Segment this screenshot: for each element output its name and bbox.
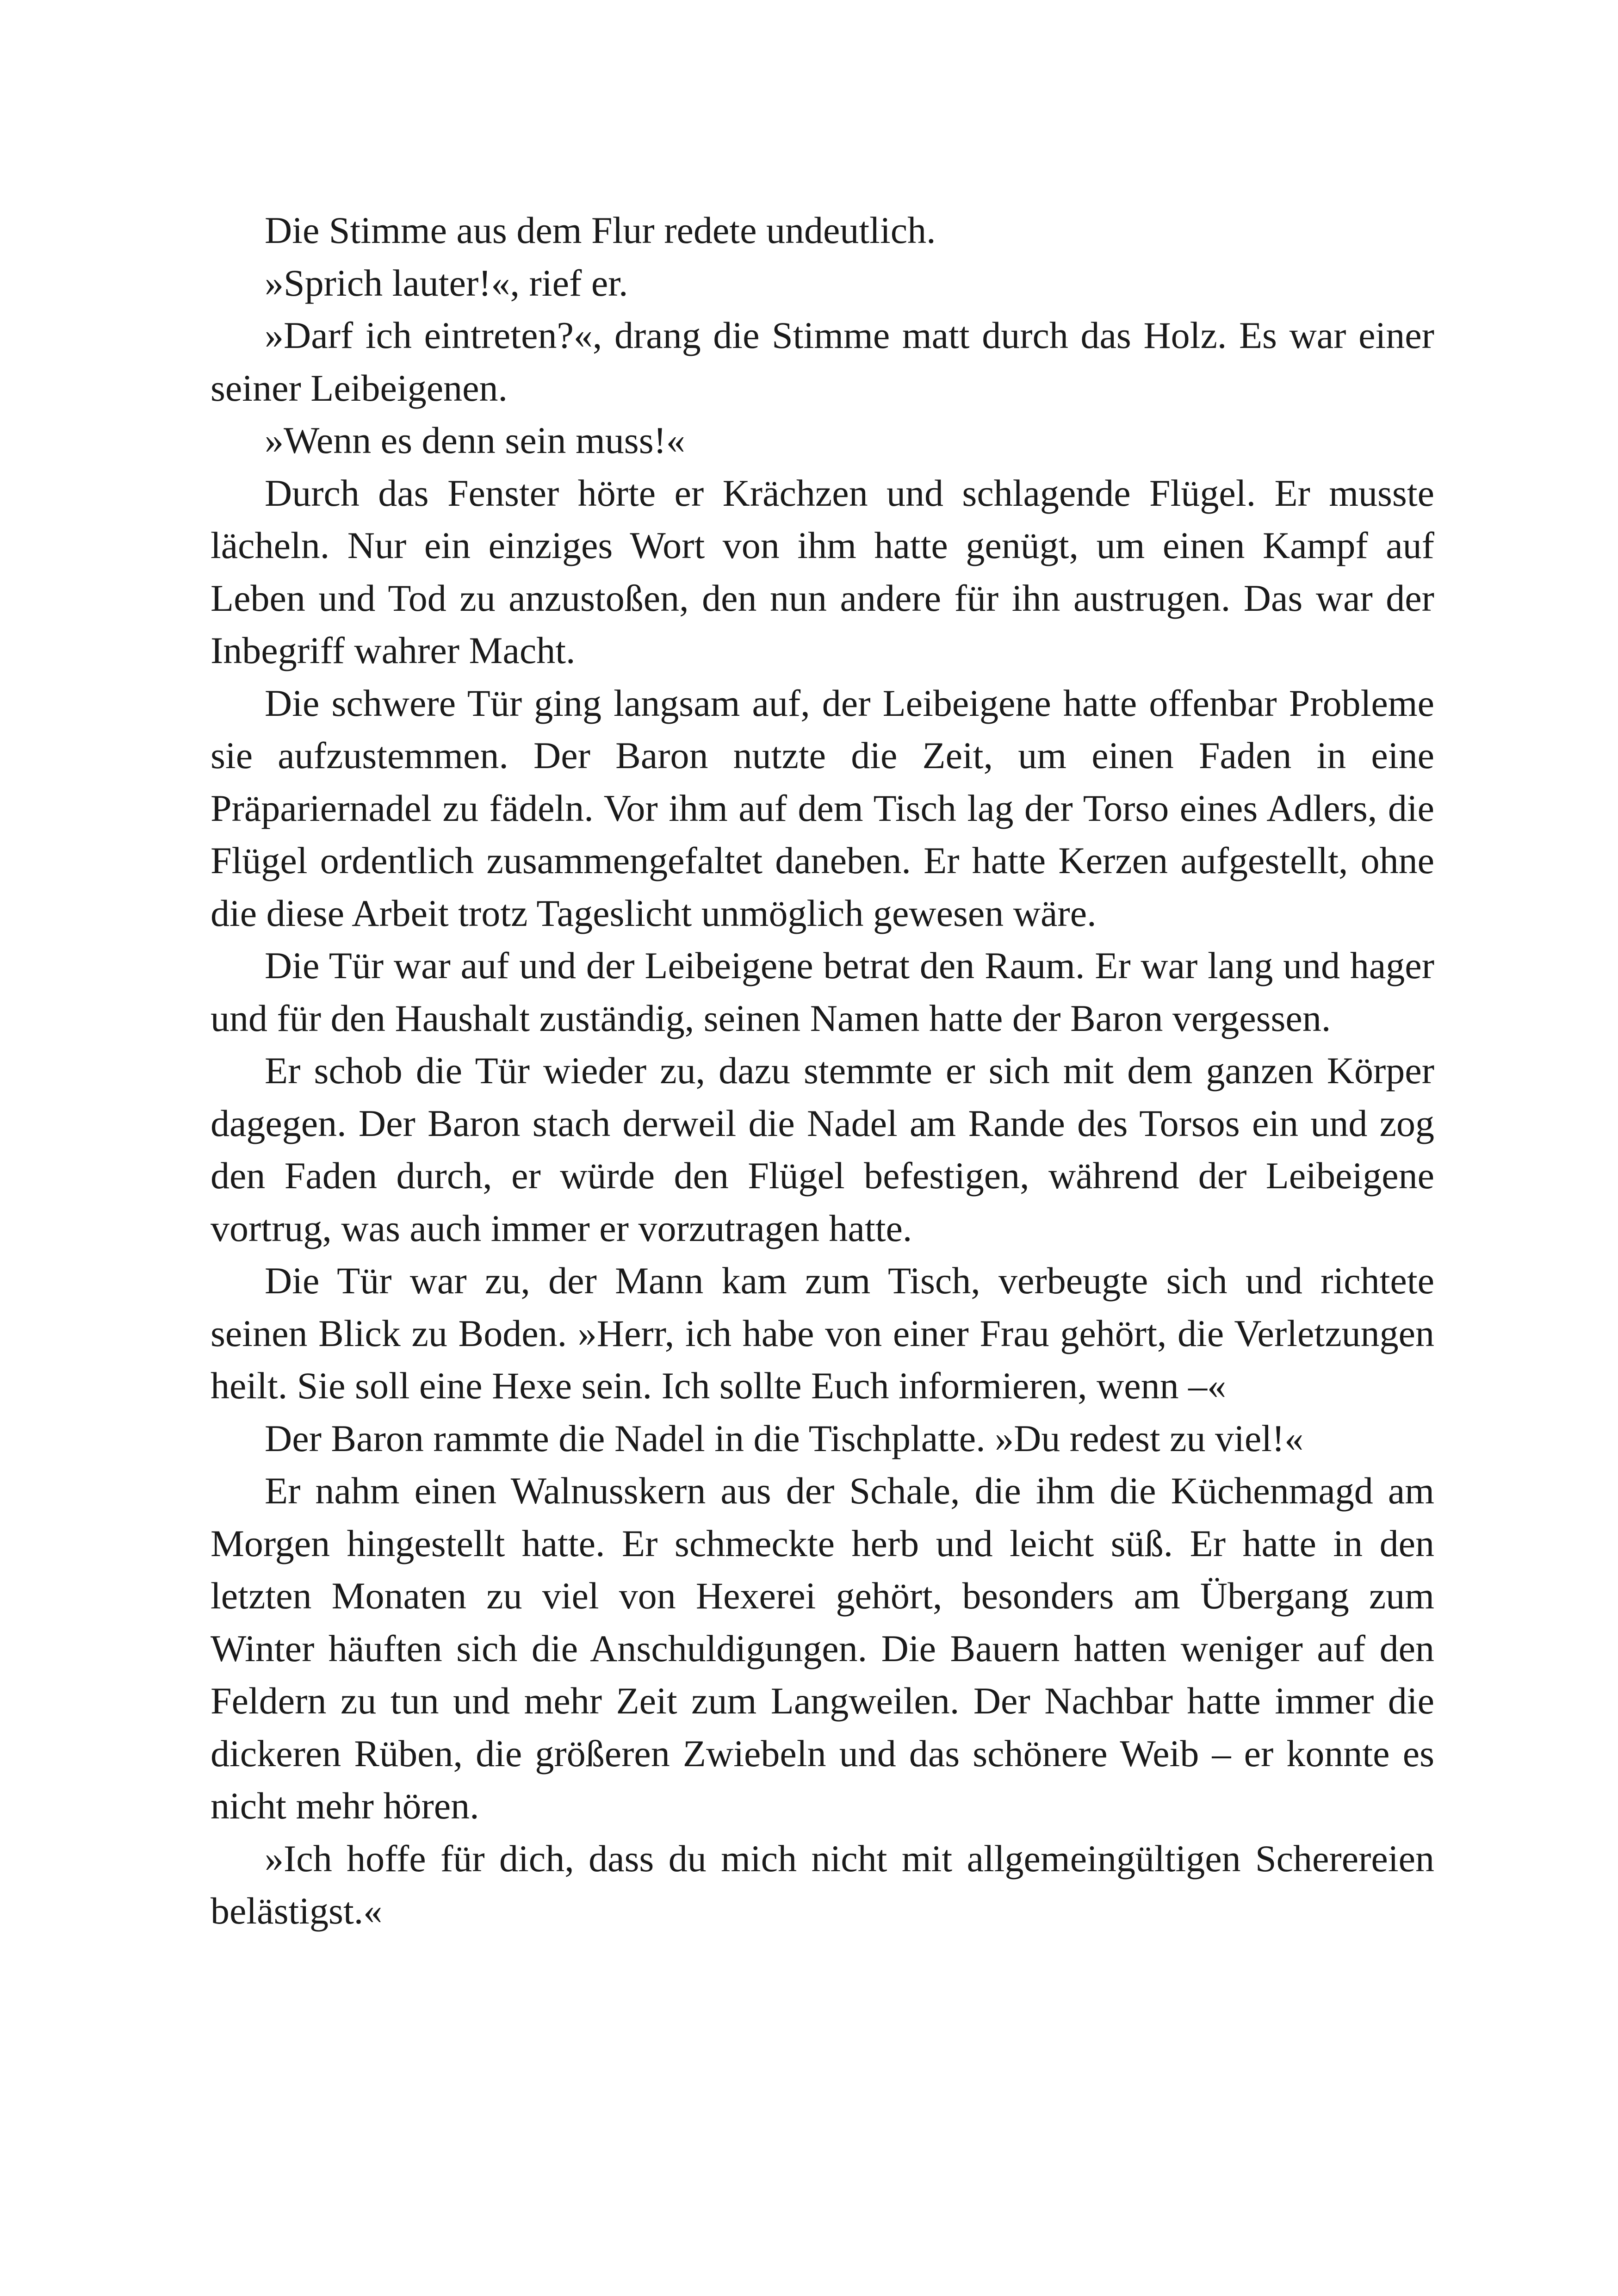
paragraph-4: »Wenn es denn sein muss!« xyxy=(265,419,685,461)
paragraph-2: »Sprich lauter!«, rief er. xyxy=(265,261,628,304)
paragraph-3: »Darf ich eintreten?«, drang die Stimme matt durch das Holz. Es war einer seiner Leibeigenen. xyxy=(211,314,1434,409)
paragraph-7: Die Tür war auf und der Leibeigene betrat den Raum. Er war lang und hager und für den Haushalt zuständig, seinen Namen hatte der Baron vergessen. xyxy=(211,944,1434,1039)
paragraph-11: Er nahm einen Walnusskern aus der Schale, die ihm die Küchenmagd am Morgen hingestellt hatte. Er schmeckte herb und leicht süß. Er hatte in den letzten Monaten zu viel von Hexerei gehört, besonders am Übergang zum Winter häuften sich die Anschuldigungen. Die Bauern hatten weniger auf den Feldern zu tun und mehr Zeit zum Langweilen. Der Nachbar hatte immer die dickeren Rüben, die größeren Zwiebeln und das schönere Weib – er konnte es nicht mehr hören. xyxy=(211,1470,1434,1827)
paragraph-5: Durch das Fenster hörte er Krächzen und schlagende Flügel. Er musste lächeln. Nur ein einziges Wort von ihm hatte genügt, um einen Kampf auf Leben und Tod zu anzustoßen, den nun andere für ihn austrugen. Das war der Inbegriff wahrer Macht. xyxy=(211,472,1434,671)
paragraph-10: Der Baron rammte die Nadel in die Tischplatte. »Du redest zu viel!« xyxy=(265,1417,1304,1459)
paragraph-1: Die Stimme aus dem Flur redete undeutlich. xyxy=(265,209,936,251)
paragraph-12: »Ich hoffe für dich, dass du mich nicht mit allgemeingültigen Scherereien belästigst.« xyxy=(211,1837,1434,1932)
paragraph-9: Die Tür war zu, der Mann kam zum Tisch, verbeugte sich und richtete seinen Blick zu Boden. »Herr, ich habe von einer Frau gehört, die Verletzungen heilt. Sie soll eine Hexe sein. Ich sollte Euch informieren, wenn –« xyxy=(211,1260,1434,1407)
paragraph-6: Die schwere Tür ging langsam auf, der Leibeigene hatte offenbar Probleme sie aufzustemmen. Der Baron nutzte die Zeit, um einen Faden in eine Präpariernadel zu fädeln. Vor ihm auf dem Tisch lag der Torso eines Adlers, die Flügel ordentlich zusammengefaltet daneben. Er hatte Kerzen aufgestellt, ohne die diese Arbeit trotz Tageslicht unmöglich gewesen wäre. xyxy=(211,682,1434,934)
body-text xyxy=(211,204,1434,1937)
paragraph-8: Er schob die Tür wieder zu, dazu stemmte er sich mit dem ganzen Körper dagegen. Der Baron stach derweil die Nadel am Rande des Torsos ein und zog den Faden durch, er würde den Flügel befestigen, während der Leibeigene vortrug, was auch immer er vorzutragen hatte. xyxy=(211,1049,1434,1249)
